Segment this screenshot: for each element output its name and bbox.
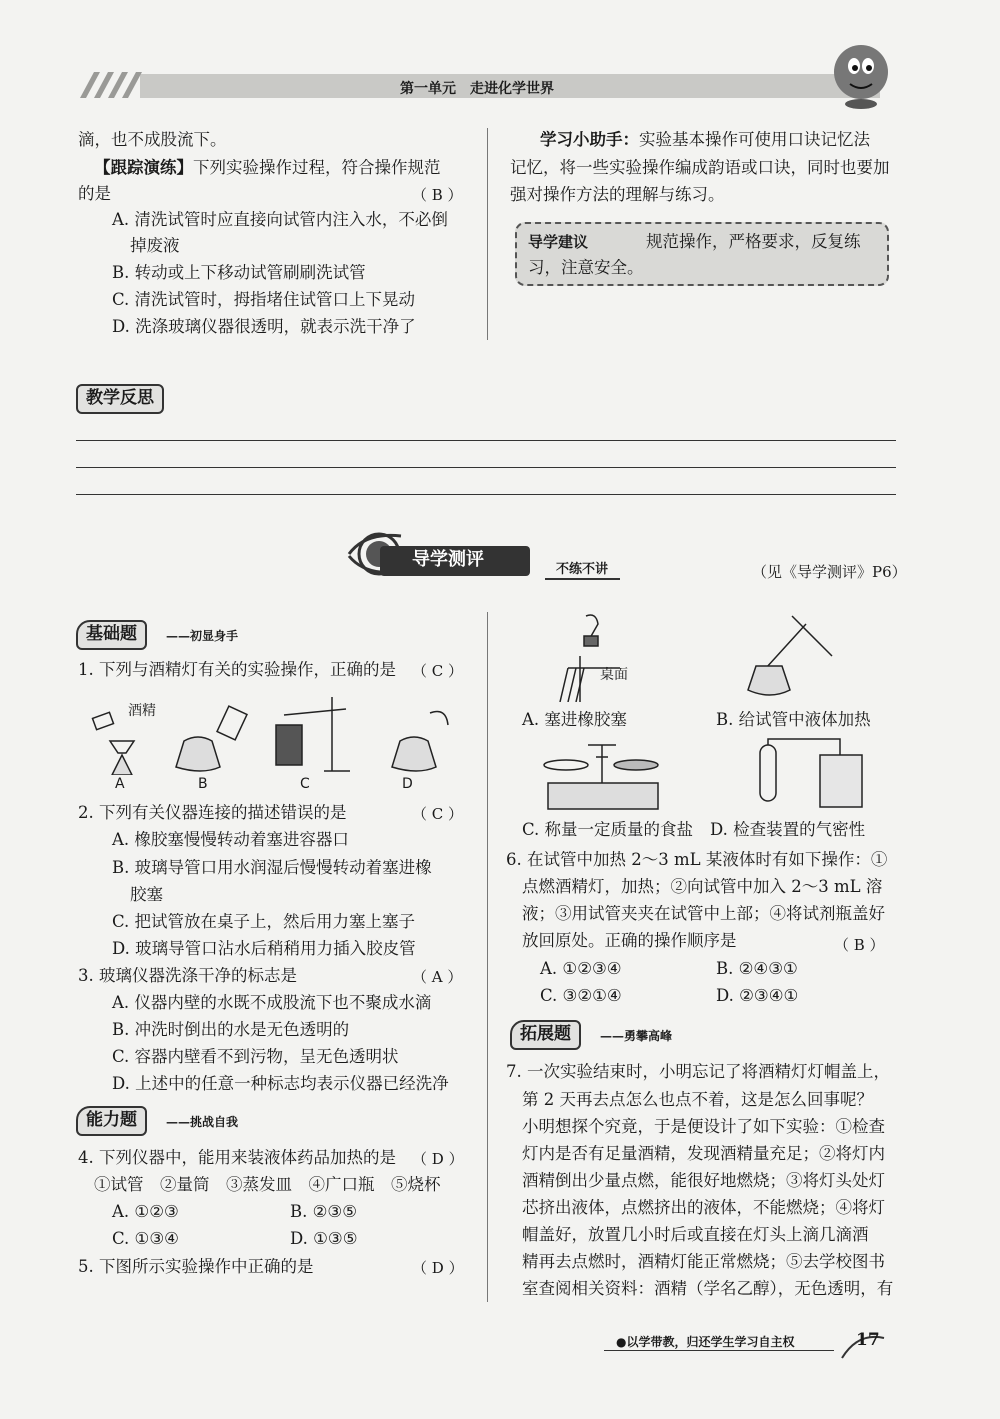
figure-caption-b: B. 给试管中液体加热 — [716, 710, 871, 729]
option-b-cont: 胶塞 — [130, 885, 163, 904]
option-c: C. 容器内壁看不到污物，呈无色透明状 — [112, 1047, 399, 1066]
extend-label: 拓展题 — [510, 1020, 581, 1050]
q5-figure-bottom — [540, 735, 870, 819]
practice-q1: 下列实验操作过程，符合操作规范 — [193, 158, 441, 177]
q5-figure-top — [540, 612, 870, 706]
tip-label: 导学建议 — [528, 233, 589, 251]
figure-label-d: D — [402, 776, 413, 792]
figure-caption-d: D. 检查装置的气密性 — [710, 820, 866, 839]
question-7-cont: 第 2 天再去点怎么也点不着，这是怎么回事呢？ — [522, 1090, 873, 1109]
column-divider — [487, 612, 488, 1302]
text-line: 滴，也不成股流下。 — [78, 130, 227, 149]
option-d: D. ①③⑤ — [290, 1229, 358, 1248]
answer: （ A ） — [412, 968, 463, 986]
helper-label: 学习小助手： — [540, 130, 639, 149]
figure-label: 酒精 — [128, 703, 156, 719]
banner-title: 导学测评 — [412, 549, 484, 570]
header-title: 第一单元 走进化学世界 — [400, 81, 554, 97]
question-6-cont: 放回原处。正确的操作顺序是 — [522, 931, 737, 950]
reflection-line — [76, 494, 896, 495]
question-7-cont: 芯挤出液体，点燃挤出的液体，不能燃烧；④将灯 — [522, 1198, 885, 1217]
ability-label: 能力题 — [76, 1106, 147, 1136]
answer: （ C ） — [412, 662, 464, 680]
question-2: 2. 下列有关仪器连接的描述错误的是 — [78, 803, 347, 822]
answer: （ B ） — [834, 936, 885, 954]
option-c: C. 清洗试管时，拇指堵住试管口上下晃动 — [112, 290, 416, 309]
option-b: B. ②④③① — [716, 959, 798, 978]
practice-tag: 【跟踪演练】 — [94, 158, 193, 177]
answer: （ C ） — [412, 805, 464, 823]
question-7-cont: 精再去点燃时，酒精灯能正常燃烧；⑤去学校图书 — [522, 1252, 885, 1271]
column-divider — [487, 128, 488, 340]
reflection-line — [76, 467, 896, 468]
option-c: C. ①③④ — [112, 1229, 179, 1248]
question-1: 1. 下列与酒精灯有关的实验操作，正确的是 — [78, 660, 396, 679]
figure-caption-c: C. 称量一定质量的食盐 — [522, 820, 694, 839]
tip-line1: 规范操作，严格要求，反复练 — [646, 232, 861, 251]
banner-reference: （见《导学测评》P6） — [752, 563, 907, 581]
tip-line2: 习，注意安全。 — [528, 258, 644, 277]
page-number: 17 — [856, 1330, 880, 1350]
option-b: B. 玻璃导管口用水润湿后慢慢转动着塞进橡 — [112, 858, 432, 877]
option-b: B. 冲洗时倒出的水是无色透明的 — [112, 1020, 350, 1039]
mascot-icon — [828, 40, 894, 116]
question-7: 7. 一次实验结束时，小明忘记了将酒精灯灯帽盖上， — [506, 1062, 890, 1081]
option-c: C. 把试管放在桌子上，然后用力塞上塞子 — [112, 912, 416, 931]
question-6-cont: 点燃酒精灯，加热；②向试管中加入 2～3 mL 溶 — [522, 877, 883, 896]
footer-line — [604, 1350, 834, 1351]
banner-underline — [545, 578, 620, 580]
helper-line3: 强对操作方法的理解与练习。 — [510, 185, 725, 204]
helper-text: 实验基本操作可使用口诀记忆法 — [639, 130, 870, 149]
question-5: 5. 下图所示实验操作中正确的是 — [78, 1257, 314, 1276]
option-a: A. ①②③ — [112, 1202, 179, 1221]
figure-label-b: B — [198, 776, 208, 792]
question-7-cont: 酒精倒出少量点燃，能很好地燃烧；③将灯头处灯 — [522, 1171, 885, 1190]
q4-items: ①试管 ②量筒 ③蒸发皿 ④广口瓶 ⑤烧杯 — [94, 1175, 441, 1194]
option-d: D. 洗涤玻璃仪器很透明，就表示洗干净了 — [112, 317, 416, 336]
basic-label: 基础题 — [76, 620, 147, 650]
question-4: 4. 下列仪器中，能用来装液体药品加热的是 — [78, 1148, 396, 1167]
option-a: A. 仪器内壁的水既不成股流下也不聚成水滴 — [112, 993, 432, 1012]
question-6: 6. 在试管中加热 2～3 mL 某液体时有如下操作：① — [506, 850, 888, 869]
figure-label-c: C — [300, 776, 310, 792]
ability-sub: ——挑战自我 — [166, 1115, 239, 1129]
question-3: 3. 玻璃仪器洗涤干净的标志是 — [78, 966, 297, 985]
answer: （ D ） — [412, 1150, 464, 1168]
question-7-cont: 小明想探个究竟，于是便设计了如下实验：①检查 — [522, 1117, 885, 1136]
extend-sub: ——勇攀高峰 — [600, 1029, 673, 1043]
option-d: D. 玻璃导管口沾水后稍稍用力插入胶皮管 — [112, 939, 416, 958]
question-6-cont: 液；③用试管夹夹在试管中上部；④将试剂瓶盖好 — [522, 904, 885, 923]
reflection-label: 教学反思 — [76, 384, 164, 414]
option-d: D. ②③④① — [716, 986, 799, 1005]
option-a: A. 清洗试管时应直接向试管内注入水，不必倒 — [112, 210, 448, 229]
answer: （ B ） — [412, 186, 463, 204]
basic-sub: ——初显身手 — [166, 629, 239, 643]
answer: （ D ） — [412, 1259, 464, 1277]
practice-question — [94, 158, 441, 178]
option-a: A. ①②③④ — [540, 959, 622, 978]
desk-label: 桌面 — [600, 667, 628, 683]
reflection-line — [76, 440, 896, 441]
option-c: C. ③②①④ — [540, 986, 622, 1005]
helper-line2: 记忆，将一些实验操作编成韵语或口诀，同时也要加 — [510, 158, 890, 177]
banner-subtitle: 不练不讲 — [556, 562, 609, 577]
question-7-cont: 室查阅相关资料：酒精（学名乙醇），无色透明，有 — [522, 1279, 894, 1298]
option-a: A. 橡胶塞慢慢转动着塞进容器口 — [112, 830, 349, 849]
question-7-cont: 帽盖好，放置几小时后或直接在灯头上滴几滴酒 — [522, 1225, 869, 1244]
practice-q2: 的是 — [78, 184, 111, 203]
figure-label-a: A — [115, 776, 125, 792]
option-d: D. 上述中的任意一种标志均表示仪器已经洗净 — [112, 1074, 449, 1093]
option-b: B. ②③⑤ — [290, 1202, 357, 1221]
helper-line1 — [540, 130, 870, 150]
question-7-cont: 灯内是否有足量酒精，发现酒精量充足；②将灯内 — [522, 1144, 885, 1163]
figure-caption-a: A. 塞进橡胶塞 — [522, 710, 627, 729]
footer-motto: ●以学带教，归还学生学习自主权 — [616, 1335, 795, 1349]
option-a-cont: 掉废液 — [130, 236, 180, 255]
option-b: B. 转动或上下移动试管刷刷洗试管 — [112, 263, 366, 282]
